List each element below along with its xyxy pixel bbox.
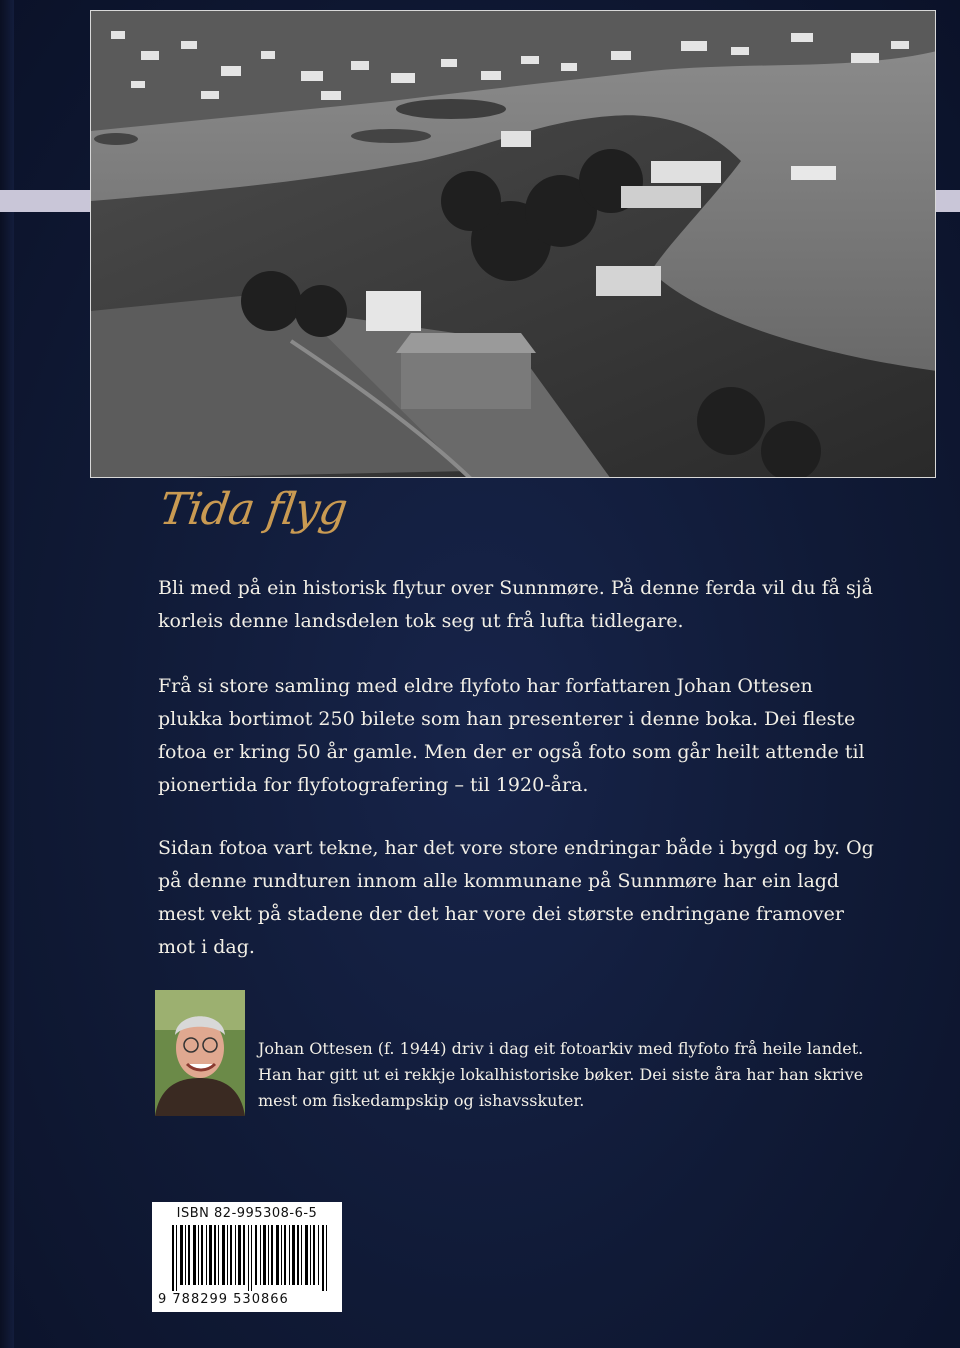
decorative-band-right [934, 190, 960, 212]
blurb-paragraph-1: Bli med på ein historisk flytur over Sunnmøre. På denne ferda vil du få sjå korleis denne landsdelen tok seg ut frå lufta tidlegare. [158, 577, 873, 632]
aerial-photograph [90, 10, 936, 478]
barcode [172, 1225, 332, 1291]
isbn-label: ISBN 82-995308-6-5 [176, 1206, 318, 1221]
decorative-band-left [0, 190, 90, 212]
blurb-paragraph-3: Sidan fotoa vart tekne, har det vore store endringar både i bygd og by. Og på denne rundturen innom alle kommunane på Sunnmøre har ein lagd mest vekt på stadene der det har vore dei største endringane framover mot i dag. [158, 837, 874, 958]
isbn-barcode-block [152, 1202, 342, 1312]
book-title: Tida flyg [156, 484, 350, 535]
author-bio: Johan Ottesen (f. 1944) driv i dag eit fotoarkiv med flyfoto frå heile landet. Han har gitt ut ei rekkje lokalhistoriske bøker. Dei siste åra har han skrive mest om fiskedampskip og ishavsskuter. [258, 1039, 864, 1110]
blurb-paragraph-2: Frå si store samling med eldre flyfoto har forfattaren Johan Ottesen plukka bortimot 250 bilete som han presenterer i denne boka. Dei fleste fotoa er kring 50 år gamle. Men der er også foto som går heilt attende til pionertida for flyfotografering – til 1920-åra. [158, 675, 865, 796]
author-portrait [155, 990, 245, 1116]
isbn-digits: 9 788299 530866 [158, 1292, 289, 1307]
